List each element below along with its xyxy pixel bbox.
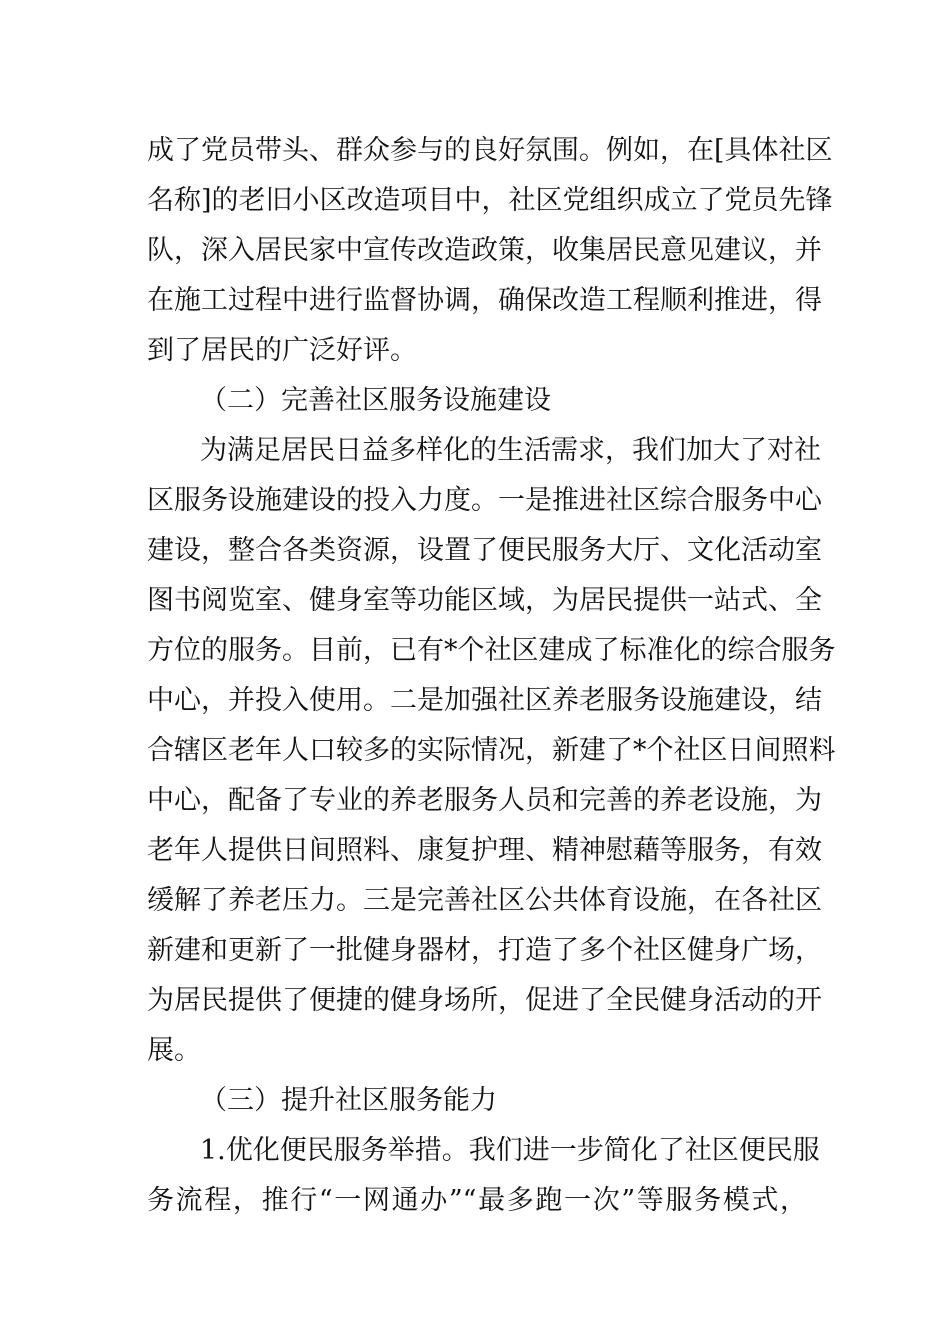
text-line: 图书阅览室、健身室等功能区域，为居民提供一站式、全 [147,585,822,616]
section-heading: （三）提升社区服务能力 [200,1085,497,1116]
text-line: 老年人提供日间照料、康复护理、精神慰藉等服务，有效 [147,835,822,866]
text-line: 队，深入居民家中宣传改造政策，收集居民意见建议，并 [147,235,822,266]
text-line: 方位的服务。目前，已有*个社区建成了标准化的综合服务 [147,635,836,666]
text-line: 到了居民的广泛好评。 [147,335,417,366]
text-line: 中心，并投入使用。二是加强社区养老服务设施建设，结 [147,685,822,716]
text-line: 新建和更新了一批健身器材，打造了多个社区健身广场， [147,935,822,966]
section-heading: （二）完善社区服务设施建设 [200,385,551,416]
text-line: 为满足居民日益多样化的生活需求，我们加大了对社 [200,435,821,466]
text-line: 在施工过程中进行监督协调，确保改造工程顺利推进，得 [147,285,822,316]
text-line: 务流程，推行“一网通办”“最多跑一次”等服务模式， [147,1185,807,1216]
text-line: 1.优化便民服务举措。我们进一步简化了社区便民服 [200,1135,820,1166]
text-line: 合辖区老年人口较多的实际情况，新建了*个社区日间照料 [147,735,836,766]
text-line: 展。 [147,1035,201,1066]
text-line: 成了党员带头、群众参与的良好氛围。例如，在[具体社区 [147,135,833,166]
text-line: 建设，整合各类资源，设置了便民服务大厅、文化活动室 [147,535,822,566]
text-line: 为居民提供了便捷的健身场所，促进了全民健身活动的开 [147,985,822,1016]
text-line: 缓解了养老压力。三是完善社区公共体育设施，在各社区 [147,885,822,916]
text-line: 中心，配备了专业的养老服务人员和完善的养老设施，为 [147,785,822,816]
text-line: 名称]的老旧小区改造项目中，社区党组织成立了党员先锋 [147,185,833,216]
text-line: 区服务设施建设的投入力度。一是推进社区综合服务中心 [147,485,822,516]
